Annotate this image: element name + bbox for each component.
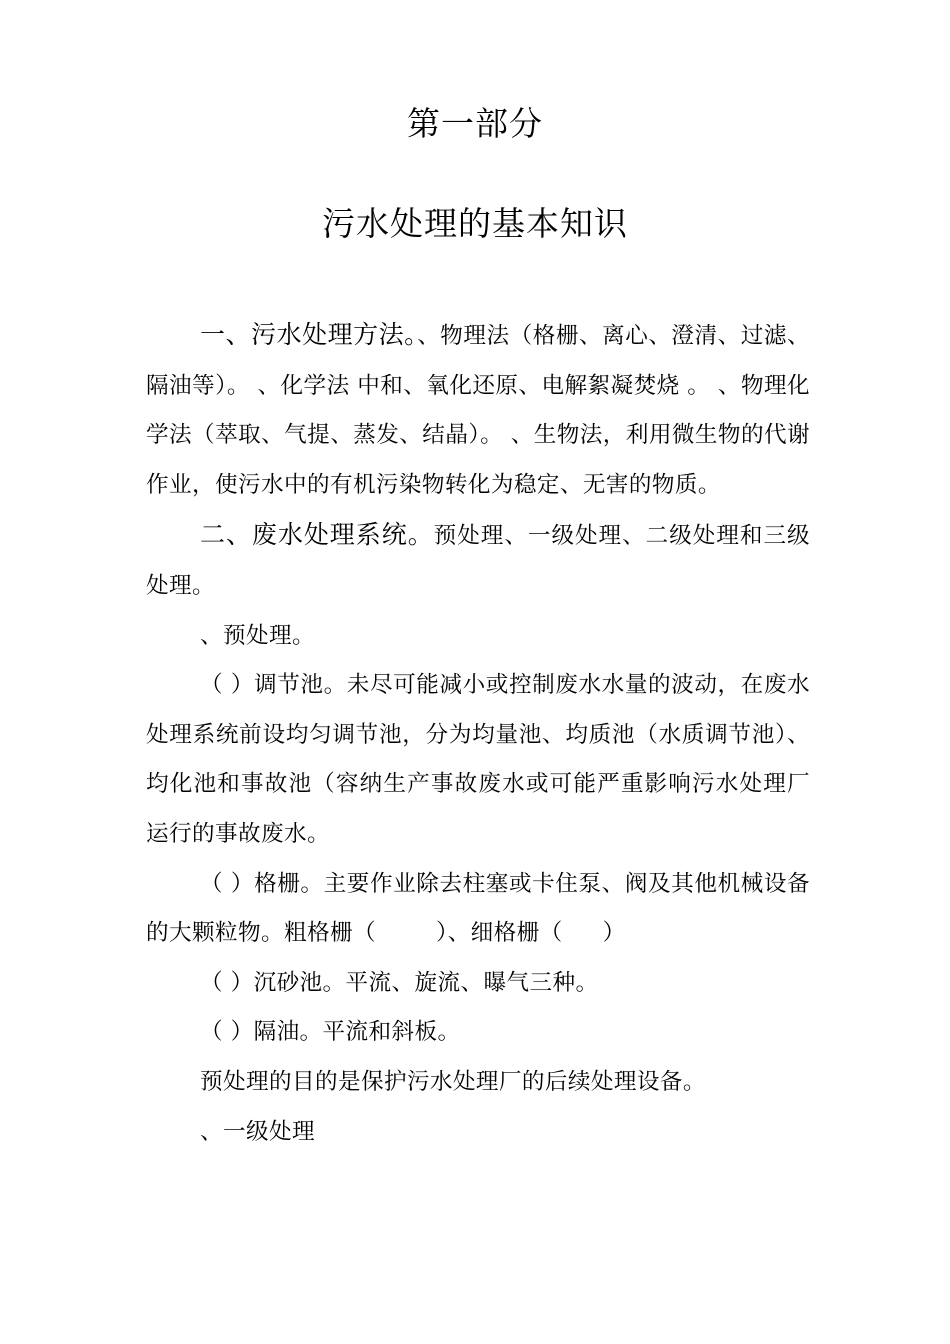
section-2-paragraph bbox=[146, 510, 810, 611]
document-body bbox=[146, 310, 810, 1157]
item-grille-end: ） bbox=[602, 920, 626, 947]
item-grille-text: （ ）格栅。主要作业除去柱塞或卡住泵、阀及其他机械设备的大颗粒物。粗格栅（ bbox=[146, 870, 810, 947]
item-grille-fine: ）、细格栅（ bbox=[435, 920, 563, 947]
item-regulating-tank: （ ）调节池。未尽可能减小或控制废水水量的波动，在废水处理系统前设均匀调节池，分为均量池、均质池（水质调节池）、均化池和事故池（容纳生产事故废水或可能严重影响污水处理厂运行的事故废水。 bbox=[146, 672, 810, 847]
pretreatment-heading: 、预处理。 bbox=[200, 622, 315, 649]
primary-treatment-heading: 、一级处理 bbox=[200, 1118, 315, 1145]
item-grit-chamber: （ ）沉砂池。平流、旋流、曝气三种。 bbox=[200, 969, 599, 996]
item-grille bbox=[146, 860, 810, 959]
section-2-text: 预处理、一级处理、二级处理和三级处理。 bbox=[146, 523, 810, 599]
document-subtitle: 污水处理的基本知识 bbox=[322, 204, 628, 243]
section-2-heading: 二、废水处理系统。 bbox=[200, 520, 434, 550]
section-1-paragraph bbox=[146, 310, 810, 510]
section-1-text: 、物理法（格栅、离心、澄清、过滤、隔油等）。 、化学法 中和、氧化还原、电解絮凝焚烧 。 、物理化学法（萃取、气提、蒸发、结晶）。 、生物法，利用微生物的代谢作业，使污水中的有机污染物转化为稳定、无害的物质。 bbox=[146, 323, 810, 498]
document-title: 第一部分 bbox=[407, 104, 543, 143]
section-1-heading: 一、污水处理方法。 bbox=[200, 320, 418, 349]
item-oil-separation: （ ）隔油。平流和斜板。 bbox=[200, 1019, 461, 1046]
pretreatment-purpose: 预处理的目的是保护污水处理厂的后续处理设备。 bbox=[200, 1068, 706, 1095]
